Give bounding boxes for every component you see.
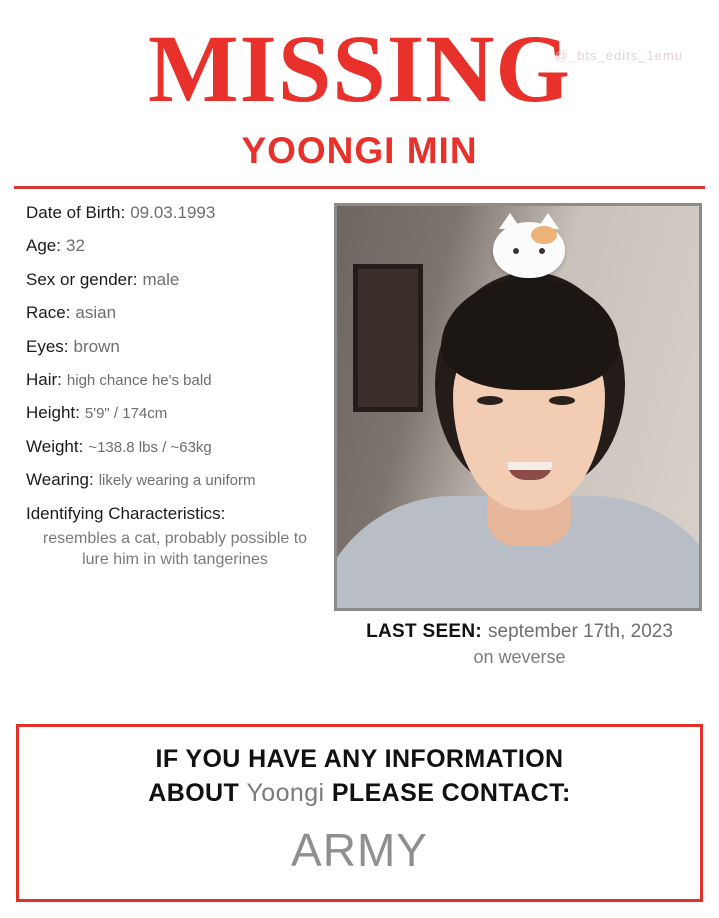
detail-label: Sex or gender: [26, 269, 138, 289]
detail-label: Weight: [26, 436, 84, 456]
cat-ear-left-icon [499, 213, 521, 229]
contact-person-name: Yoongi [246, 778, 325, 807]
photo-wall-art [353, 264, 423, 412]
detail-label: Eyes: [26, 336, 69, 356]
detail-label: Age: [26, 236, 61, 256]
details-list [14, 203, 324, 571]
detail-value: ~138.8 lbs / ~63kg [88, 438, 212, 456]
detail-value: 5'9" / 174cm [84, 405, 168, 423]
watermark: @_bts_edits_1emu [554, 48, 683, 63]
cat-eye-right [539, 248, 545, 254]
detail-value: 32 [65, 236, 85, 256]
contact-box [16, 724, 703, 902]
detail-label: Race: [26, 303, 71, 323]
cat-eye-left [513, 248, 519, 254]
identifying-characteristics [26, 504, 324, 571]
last-seen-label: LAST SEEN: [366, 621, 483, 643]
detail-label: Hair: [26, 370, 62, 390]
person-name: YOONGI MIN [241, 130, 478, 172]
photo-column [324, 203, 705, 668]
cat-patch [531, 226, 557, 244]
identifying-value: resembles a cat, probably possible to lure him in with tangerines [42, 529, 308, 569]
contact-about-prefix: ABOUT [148, 778, 240, 807]
poster-body [0, 189, 719, 668]
photo-teeth [507, 462, 553, 470]
detail-row-sex [26, 270, 324, 290]
detail-value: asian [75, 303, 117, 323]
detail-row-hair [26, 370, 324, 390]
detail-label: Height: [26, 403, 80, 423]
last-seen [334, 620, 705, 668]
cat-plush-icon [493, 222, 565, 278]
detail-row-height [26, 403, 324, 423]
detail-row-weight [26, 437, 324, 457]
detail-value: 09.03.1993 [130, 203, 216, 223]
contact-please-contact: PLEASE CONTACT: [331, 778, 571, 807]
detail-row-age [26, 236, 324, 256]
detail-row-race [26, 303, 324, 323]
detail-row-dob [26, 203, 324, 223]
last-seen-value: september 17th, 2023 [488, 621, 673, 643]
contact-line-1: IF YOU HAVE ANY INFORMATION [155, 745, 564, 773]
detail-label: Date of Birth: [26, 203, 126, 223]
detail-label: Wearing: [26, 470, 94, 490]
detail-row-wearing [26, 470, 324, 490]
last-seen-sub: on weverse [473, 646, 566, 667]
identifying-label: Identifying Characteristics: [26, 503, 226, 523]
detail-row-eyes [26, 337, 324, 357]
person-photo [334, 203, 702, 611]
detail-value: likely wearing a uniform [98, 472, 256, 490]
detail-value: brown [73, 336, 120, 356]
contact-line-2 [19, 777, 700, 811]
contact-organization: ARMY [291, 823, 428, 876]
detail-value: high chance he's bald [66, 372, 212, 390]
detail-value: male [142, 269, 180, 289]
page-title: MISSING [147, 15, 572, 122]
poster-header [0, 0, 719, 172]
